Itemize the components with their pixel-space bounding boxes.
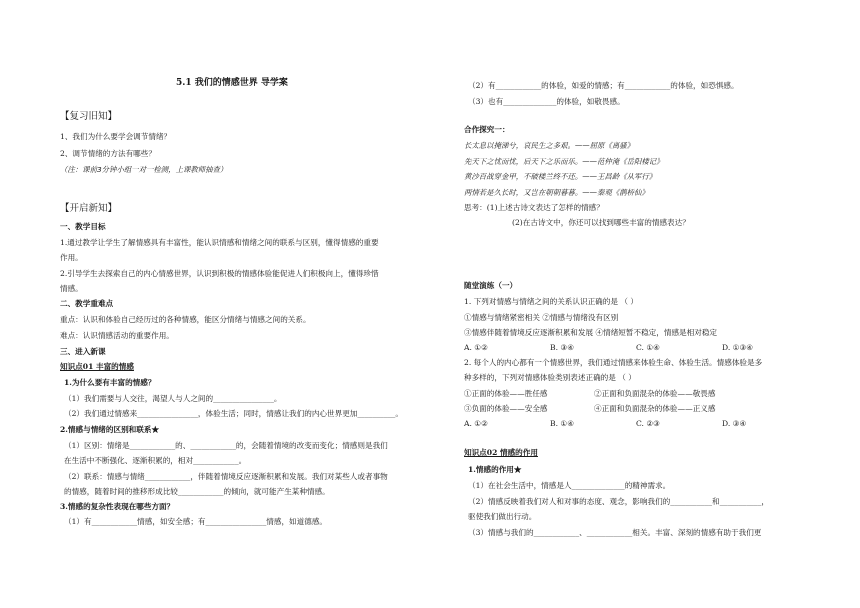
- cooperation-heading: 合作探究一：: [464, 125, 510, 134]
- think-question-1: 思考：(1)上述古诗文表达了怎样的情感？: [464, 203, 604, 212]
- kp1-q1-line-1: （1）我们需要与人交往，渴望人与人之间的________________。: [64, 394, 282, 403]
- kp1-q2-line-2: 在生活中不断强化、逐渐积累的，相对____________。: [64, 456, 247, 465]
- goal-1-line-a: 1.通过教学让学生了解情感具有丰富性，能认识情感和情绪之间的联系与区别，懂得情感的重要: [60, 238, 379, 247]
- think-question-2: (2)在古诗文中，你还可以找到哪些丰富的情感表达？: [512, 218, 690, 227]
- kp1-q3-line-3: （3）也有______________的体验，如敬畏感。: [468, 97, 625, 106]
- goals-heading: 一、教学目标: [60, 222, 106, 231]
- focus-hard: 难点：认识情感活动的重要作用。: [60, 331, 174, 340]
- kp1-q2-line-1: （1）区别：情绪是____________的、____________的，会随着情境的改变而变化；情感则是我们: [64, 441, 388, 450]
- kp1-q2-line-3: （2）联系：情感与情绪____________，伴随着情境反应逐渐积累和发展。我们对某些人或者事物: [64, 472, 388, 481]
- drill-q1-choice-d[interactable]: D. ①③④: [722, 343, 754, 352]
- page-title: 5.1 我们的情感世界 导学案: [176, 78, 288, 88]
- drill-q1-options-2: ③情感伴随着情境反应逐渐积累和发展 ④情绪短暂不稳定，情感是相对稳定: [464, 328, 718, 337]
- review-question-1: 1、我们为什么要学会调节情绪？: [60, 132, 172, 141]
- drill-question-1: 1. 下列对情感与情绪之间的关系认识正确的是 （ ）: [464, 297, 638, 306]
- drill-q1-choice-c[interactable]: C. ①④: [636, 343, 660, 352]
- goal-2-line-b: 情感。: [60, 284, 83, 293]
- drill-q2-choice-a[interactable]: A. ①②: [464, 419, 488, 428]
- kp2-line-3: 驱使我们做出行动。: [468, 512, 537, 521]
- kp1-question-3: 3.情感的复杂性表现在哪些方面？: [60, 502, 175, 511]
- kp1-q2-line-4: 的情感，随着时间的推移形成比较____________的倾向，就可能产生某种情感。: [64, 487, 330, 496]
- review-note: （注：课前3分钟小组一对一检测，上课教师抽查）: [60, 165, 228, 174]
- kp2-line-1: （1）在社会生活中，情感是人______________的精神需求。: [468, 481, 671, 490]
- kp1-q1-line-2: （2）我们通过情感来________________，体验生活；同时，情感让我们的内心世界更加__________。: [64, 409, 403, 418]
- knowledge-point-1-title: 知识点01 丰富的情感: [60, 362, 134, 371]
- review-question-2: 2、调节情绪的方法有哪些？: [60, 149, 156, 158]
- drill-q1-choice-a[interactable]: A. ①②: [464, 343, 488, 352]
- drill-q2-choice-c[interactable]: C. ②③: [636, 419, 660, 428]
- poem-3: 黄沙百战穿金甲，不破楼兰终不还。——王昌龄《从军行》: [464, 172, 657, 181]
- drill-q1-choice-b[interactable]: B. ③④: [550, 343, 575, 352]
- drill-question-2-line-a: 2. 每个人的内心都有一个情感世界，我们通过情感来体验生命、体验生活。情感体验是多: [464, 358, 763, 367]
- knowledge-point-2-title: 知识点02 情感的作用: [464, 448, 538, 457]
- drill-q2-choice-d[interactable]: D. ③④: [722, 419, 747, 428]
- kp2-line-2: （2）情感反映着我们对人和对事的态度、观念，影响我们的___________和___________，: [468, 497, 769, 506]
- drill-q2-option-1: ①正面的体验——胜任感: [464, 389, 548, 398]
- drill-q2-option-4: ④正面和负面混杂的体验——正义感: [594, 404, 716, 413]
- goal-1-line-b: 作用。: [60, 253, 83, 262]
- drill-q2-option-2: ②正面和负面混杂的体验——敬畏感: [594, 389, 716, 398]
- kp2-question-1: 1.情感的作用★: [468, 465, 522, 474]
- focus-heading: 二、教学重难点: [60, 299, 114, 308]
- poem-1: 长太息以掩涕兮，哀民生之多艰。——屈原《离骚》: [464, 141, 634, 150]
- new-knowledge-heading: 【开启新知】: [60, 203, 118, 214]
- drill-heading: 随堂演练（一）: [464, 281, 518, 290]
- poem-2: 先天下之忧而忧，后天下之乐而乐。——范仲淹《岳阳楼记》: [464, 157, 664, 166]
- review-heading: 【复习旧知】: [60, 111, 118, 122]
- goal-2-line-a: 2.引导学生去探索自己的内心情感世界，认识到积极的情感体验能促进人们积极向上，懂得珍惜: [60, 269, 379, 278]
- enter-heading: 三、进入新课: [60, 347, 106, 356]
- kp1-question-1: 1.为什么要有丰富的情感？: [64, 378, 156, 387]
- poem-4: 两情若是久长时，又岂在朝朝暮暮。——秦观《鹊桥仙》: [464, 188, 649, 197]
- drill-q1-options-1: ①情感与情绪紧密相关 ②情感与情绪没有区别: [464, 313, 619, 322]
- focus-key: 重点：认识和体验自己经历过的各种情感，能区分情绪与情感之间的关系。: [60, 315, 311, 324]
- kp1-q3-line-1: （1）有____________情感，如安全感；有________________情感，如道德感。: [64, 517, 328, 526]
- kp1-question-2: 2.情感与情绪的区别和联系★: [60, 425, 160, 434]
- drill-q2-option-3: ③负面的体验——安全感: [464, 404, 548, 413]
- kp2-line-4: （3）情感与我们的____________、____________相关。丰富、深刻的情感有助于我们更: [468, 528, 762, 537]
- drill-question-2-line-b: 种多样的，下列对情感体验类别表述正确的是 （ ）: [464, 373, 636, 382]
- kp1-q3-line-2: （2）有____________的体验，如爱的情感；有____________的体验，如恐惧感。: [468, 81, 739, 90]
- drill-q2-choice-b[interactable]: B. ①④: [550, 419, 575, 428]
